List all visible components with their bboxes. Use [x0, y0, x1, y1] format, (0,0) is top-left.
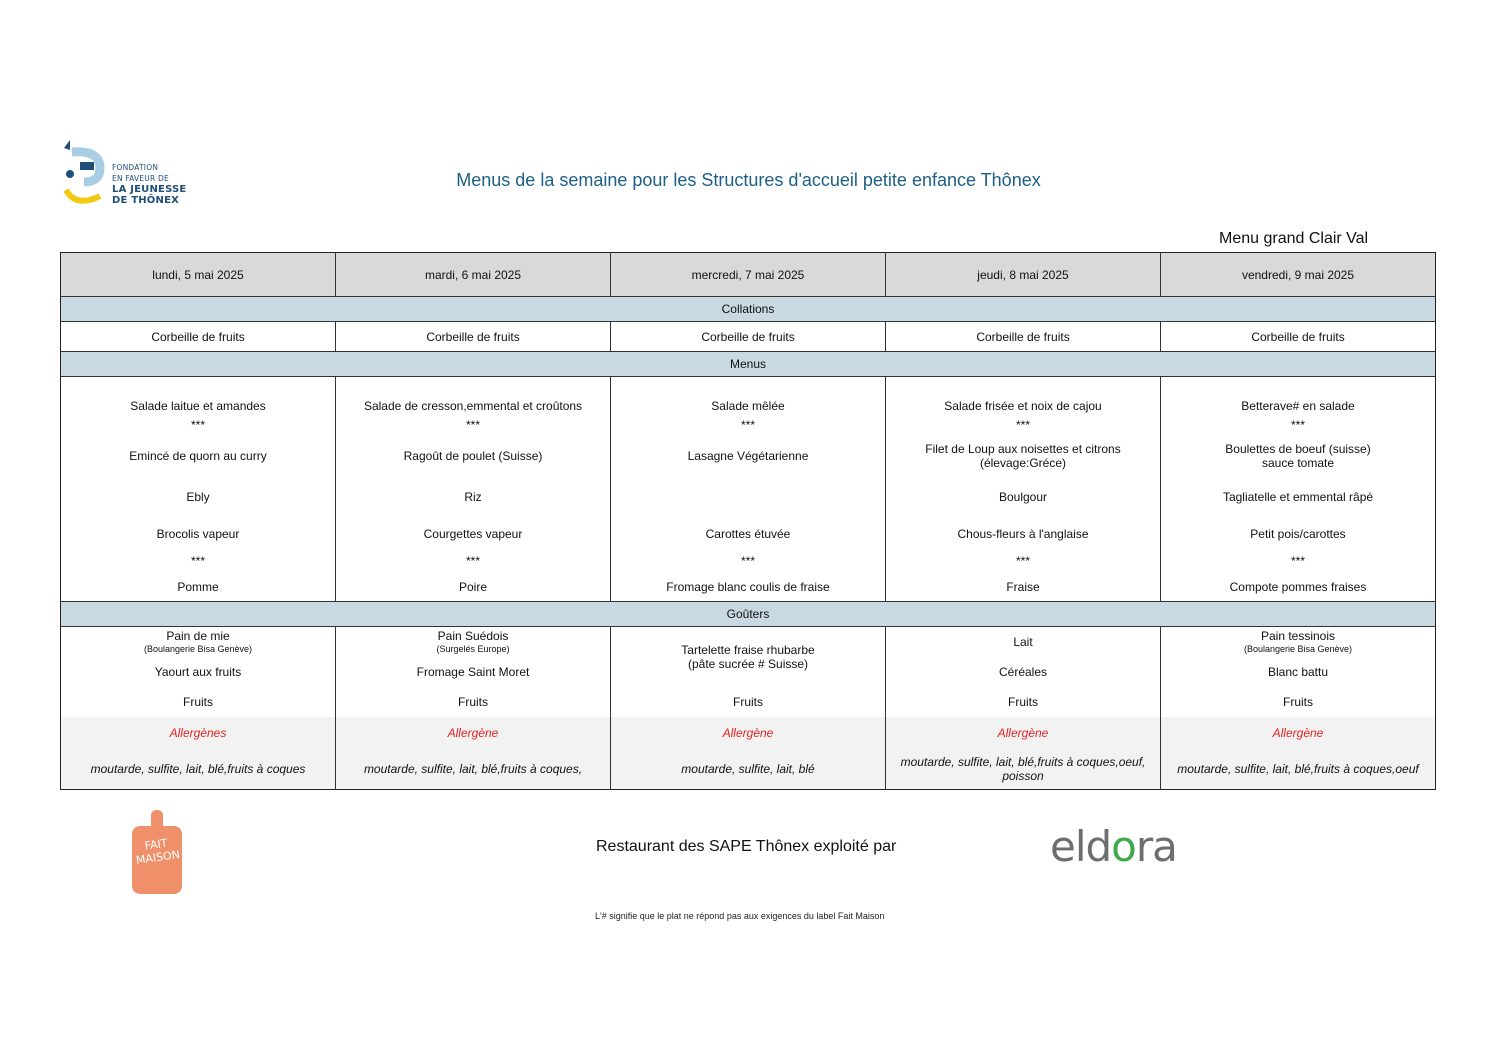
allergen-label: Allergènes	[61, 717, 336, 749]
menu-separator: ***	[1290, 418, 1305, 432]
menu-feculent: Tagliatelle et emmental râpé	[1222, 490, 1374, 504]
gouter-pain	[336, 627, 611, 658]
menu-entree: Betterave# en salade	[1241, 399, 1355, 413]
fait-maison-line-1: FAIT	[143, 836, 169, 853]
gouter-second: Blanc battu	[1267, 665, 1329, 679]
day-header: lundi, 5 mai 2025	[61, 253, 336, 297]
menu-feculent-row	[61, 475, 1436, 519]
menu-site-label: Menu grand Clair Val	[1219, 230, 1369, 247]
gouter-fruits: Fruits	[61, 687, 336, 717]
menu-plat-name: Ragoût de poulet (Suisse)	[403, 449, 543, 463]
menu-separator: ***	[611, 413, 886, 437]
allergen-label: Allergène	[336, 717, 611, 749]
collation-cell: Corbeille de fruits	[61, 322, 336, 352]
section-row-gouters	[61, 602, 1436, 627]
menu-plat	[611, 437, 886, 475]
menu-entree: Salade frisée et noix de cajou	[886, 377, 1161, 414]
menu-plat	[886, 437, 1161, 475]
gouter-pain: Lait	[886, 627, 1161, 658]
menu-legume: Chous-fleurs à l'anglaise	[886, 519, 1161, 549]
allergen-list: moutarde, sulfite, lait, blé,fruits à coques	[61, 749, 336, 790]
page-title: Menus de la semaine pour les Structures d'accueil petite enfance Thônex	[456, 170, 1041, 190]
allergen-list: moutarde, sulfite, lait, blé	[611, 749, 886, 790]
gouter-pain-row	[61, 627, 1436, 658]
day-header: vendredi, 9 mai 2025	[1161, 253, 1436, 297]
menu-plat	[61, 437, 336, 475]
gouter-fruits: Fruits	[886, 687, 1161, 717]
gouter-fruits-row	[61, 687, 1436, 717]
menu-plat	[336, 437, 611, 475]
logo-line-4: DE THÔNEX	[112, 195, 180, 206]
restaurant-label: Restaurant des SAPE Thônex exploité par	[596, 838, 897, 855]
collation-cell: Corbeille de fruits	[336, 322, 611, 352]
day-header: mercredi, 7 mai 2025	[611, 253, 886, 297]
gouter-pain-name: Pain tessinois	[1260, 629, 1336, 643]
menu-legume: Petit pois/carottes	[1250, 527, 1346, 541]
menu-legume-row	[61, 519, 1436, 549]
gouter-pain-origin: (Surgelés Europe)	[436, 644, 510, 654]
menu-plat-row	[61, 437, 1436, 475]
section-title-gouters: Goûters	[61, 602, 1436, 627]
menu-dessert: Poire	[336, 573, 611, 602]
allergen-list: moutarde, sulfite, lait, blé,fruits à coques,	[336, 749, 611, 790]
day-header: mardi, 6 mai 2025	[336, 253, 611, 297]
gouter-pain-name: Pain Suédois	[437, 629, 509, 643]
menu-legume: Courgettes vapeur	[336, 519, 611, 549]
menu-entree-row	[61, 377, 1436, 414]
collation-cell: Corbeille de fruits	[611, 322, 886, 352]
menu-entree: Salade laitue et amandes	[61, 377, 336, 414]
section-row-collations	[61, 297, 1436, 322]
allergen-label-row	[61, 717, 1436, 749]
gouter-pain-name: Pain de mie	[166, 629, 230, 643]
menu-plat-name: Filet de Loup aux noisettes et citrons	[925, 442, 1121, 456]
allergen-list: moutarde, sulfite, lait, blé,fruits à coques,oeuf	[1161, 749, 1436, 790]
day-header: jeudi, 8 mai 2025	[886, 253, 1161, 297]
menu-entree: Salade de cresson,emmental et croûtons	[336, 377, 611, 414]
gouter-tartelette-detail: (pâte sucrée # Suisse)	[687, 657, 809, 671]
section-row-menus	[61, 352, 1436, 377]
allergen-label: Allergène	[886, 717, 1161, 749]
menu-separator: ***	[611, 549, 886, 573]
logo-line-1: FONDATION	[112, 163, 159, 172]
gouter-second: Céréales	[886, 657, 1161, 687]
menu-legume: Carottes étuvée	[611, 519, 886, 549]
menu-dessert: Compote pommes fraises	[1229, 580, 1367, 594]
menu-dessert: Fromage blanc coulis de fraise	[611, 573, 886, 602]
gouter-tartelette-name: Tartelette fraise rhubarbe	[681, 643, 815, 657]
menu-plat-name: Emincé de quorn au curry	[129, 449, 267, 463]
allergen-label: Allergène	[1161, 717, 1436, 749]
allergen-list-text-cont: poisson	[1002, 769, 1044, 783]
menu-dessert: Pomme	[61, 573, 336, 602]
section-title-collations: Collations	[61, 297, 1436, 322]
collation-row	[61, 322, 1436, 352]
gouter-pain-origin: (Boulangerie Bisa Genève)	[1243, 644, 1353, 654]
menu-legume: Brocolis vapeur	[61, 519, 336, 549]
gouter-fruits: Fruits	[611, 687, 886, 717]
menu-separator-row	[61, 413, 1436, 437]
gouter-fruits: Fruits	[336, 687, 611, 717]
menu-feculent: Ebly	[61, 475, 336, 519]
menu-feculent	[611, 475, 886, 519]
menu-separator: ***	[886, 413, 1161, 437]
menu-dessert: Fraise	[886, 573, 1161, 602]
menu-separator: ***	[61, 549, 336, 573]
menu-plat-name: Boulettes de boeuf (suisse)	[1225, 442, 1371, 456]
menu-feculent: Boulgour	[886, 475, 1161, 519]
gouter-tartelette	[611, 627, 886, 688]
menu-dessert-row	[61, 573, 1436, 602]
gouter-pain	[61, 627, 336, 658]
allergen-label: Allergène	[611, 717, 886, 749]
menu-separator: ***	[886, 549, 1161, 573]
menu-separator: ***	[336, 549, 611, 573]
gouter-pain	[1161, 627, 1436, 658]
eldora-logo-part: ra	[1135, 822, 1177, 871]
logo-line-2: EN FAVEUR DE	[112, 174, 169, 183]
section-title-menus: Menus	[61, 352, 1436, 377]
eldora-logo-o-icon: o	[1111, 822, 1136, 871]
menu-entree: Salade mêlée	[611, 377, 886, 414]
gouter-pain-origin: (Boulangerie Bisa Genève)	[143, 644, 253, 654]
logo-line-3: LA JEUNESSE	[112, 184, 187, 195]
allergen-list	[886, 749, 1161, 790]
gouter-fruits: Fruits	[1283, 695, 1313, 709]
menu-plat-detail: sauce tomate	[1261, 456, 1335, 470]
day-header-row	[61, 253, 1436, 297]
eldora-logo	[1050, 822, 1177, 871]
menu-plat-name: Lasagne Végétarienne	[687, 449, 809, 463]
footnote: L'# signifie que le plat ne répond pas aux exigences du label Fait Maison	[595, 911, 885, 921]
allergen-list-row	[61, 749, 1436, 790]
menu-separator: ***	[1290, 554, 1305, 568]
gouter-second: Yaourt aux fruits	[61, 657, 336, 687]
weekly-menu-table	[60, 252, 1436, 790]
menu-separator: ***	[61, 413, 336, 437]
menu-plat-detail: (élevage:Gréce)	[979, 456, 1067, 470]
gouter-second: Fromage Saint Moret	[336, 657, 611, 687]
menu-separator-row	[61, 549, 1436, 573]
fait-maison-line-2: MAISON	[135, 847, 181, 867]
collation-cell: Corbeille de fruits	[886, 322, 1161, 352]
menu-separator: ***	[336, 413, 611, 437]
allergen-list-text: moutarde, sulfite, lait, blé,fruits à coques,oeuf,	[900, 755, 1146, 769]
eldora-logo-part: eld	[1050, 822, 1112, 871]
collation-cell: Corbeille de fruits	[1251, 329, 1345, 344]
menu-feculent: Riz	[336, 475, 611, 519]
menu-plat	[1161, 437, 1436, 475]
